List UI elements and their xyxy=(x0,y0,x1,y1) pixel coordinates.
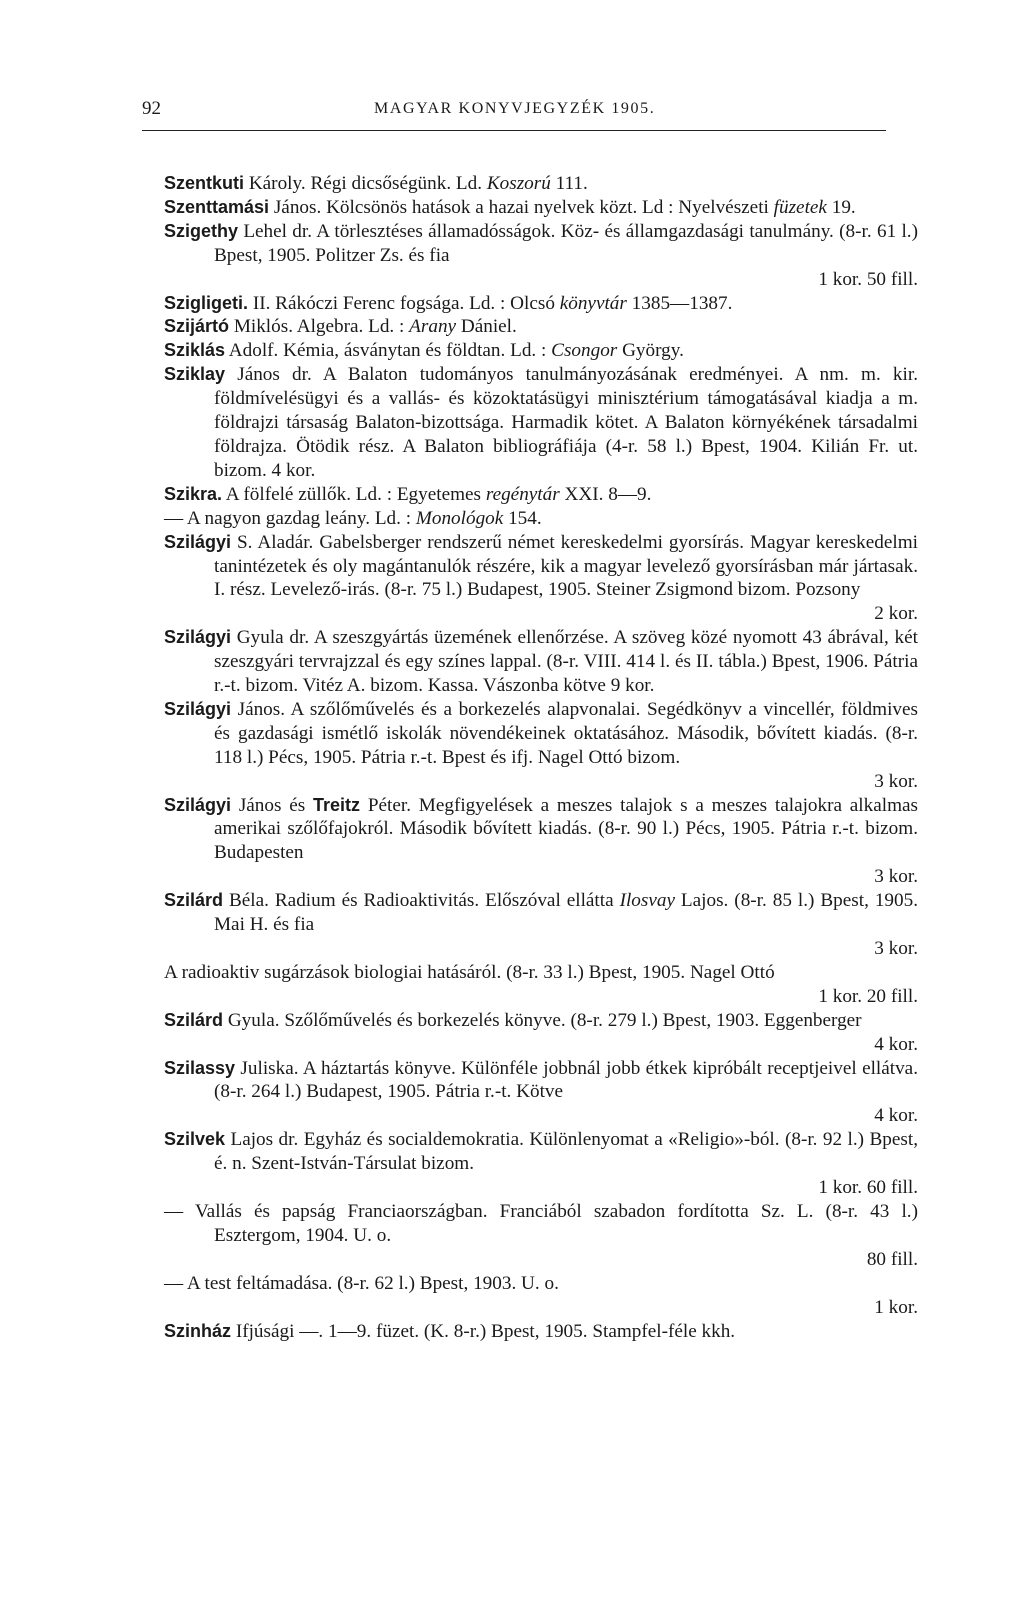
entry-text: Lehel dr. A törlesztéses államadósságok. Köz- és államgazdasági tanulmány. (8-r. 61 l.) Bpest, 1905. Politzer Zs. és fia xyxy=(214,220,918,266)
entry-series: regénytár xyxy=(485,483,560,505)
entry-text-tail: Dániel. xyxy=(456,316,517,338)
bibliography-entry xyxy=(164,1320,918,1344)
entry-text: Adolf. Kémia, ásványtan és földtan. Ld. : xyxy=(225,340,552,362)
entry-author: Szilágyi xyxy=(164,794,232,815)
entry-author: Szenttamási xyxy=(164,196,270,217)
bibliography-entries xyxy=(164,172,918,1343)
entry-price: 4 kor. xyxy=(874,1105,918,1127)
entry-series: Arany xyxy=(409,316,457,338)
bibliography-entry xyxy=(164,961,918,1009)
header-rule xyxy=(142,130,886,131)
entry-text: Béla. Radium és Radioaktivitás. Előszóval ellátta xyxy=(223,890,620,912)
entry-text: Lajos dr. Egyház és socialdemokratia. Különlenyomat a «Religio»-ból. (8-r. 92 l.) Bpest, é. n. Szent-István-Társulat bizom. xyxy=(214,1129,918,1175)
entry-author: Szilágyi xyxy=(164,627,232,648)
entry-price: 3 kor. xyxy=(874,938,918,959)
entry-author: Sziklay xyxy=(164,364,226,385)
entry-text: — A nagyon gazdag leány. Ld. : xyxy=(164,507,416,529)
entry-series: Koszorú xyxy=(486,173,551,194)
entry-text: Ifjúsági —. 1—9. füzet. (K. 8-r.) Bpest, 1905. Stampfel-féle kkh. xyxy=(231,1320,736,1342)
entry-series: Csongor xyxy=(551,340,618,362)
entry-text: A fölfelé züllők. Ld. : Egyetemes xyxy=(222,483,486,505)
bibliography-entry xyxy=(164,315,918,339)
bibliography-entry xyxy=(164,292,918,316)
bibliography-entry xyxy=(164,1009,918,1057)
bibliography-entry xyxy=(164,220,918,292)
entry-text: II. Rákóczi Ferenc fogsága. Ld. : Olcsó xyxy=(248,292,560,314)
entry-text: Miklós. Algebra. Ld. : xyxy=(229,316,410,338)
entry-author: Szigethy xyxy=(164,220,239,241)
entry-author: Szilágyi xyxy=(164,698,232,719)
bibliography-entry xyxy=(164,794,918,890)
entry-series: füzetek xyxy=(773,196,827,218)
entry-author: Szikra. xyxy=(164,483,223,504)
bibliography-entry xyxy=(164,698,918,794)
entry-coauthor: Treitz xyxy=(313,794,361,815)
entry-author: Sziklás xyxy=(164,340,226,361)
bibliography-entry xyxy=(164,889,918,961)
entry-text: János dr. A Balaton tudományos tanulmányozásának eredményei. A nm. m. kir. földmívelésügyi és a vallás- és közoktatásügyi minisztérium támogatásával kiadja a m. földrajzi társaság Balaton-bizottsága. Harmadik kötet. A Balaton környékének társadalmi földrajza. Ötödik rész. A Balaton bibliográfiája (4-r. 58 l.) Bpest, 1904. Kilián Fr. ut. bizom. 4 kor. xyxy=(214,364,918,481)
entry-price: 80 fill. xyxy=(866,1248,918,1270)
entry-text: János. Kölcsönös hatások a hazai nyelvek közt. Ld : Nyelvészeti xyxy=(269,196,774,218)
entry-author: Szilassy xyxy=(164,1057,236,1078)
bibliography-entry xyxy=(164,1128,918,1200)
entry-text-tail: 1385—1387. xyxy=(626,292,733,314)
entry-text: Gyula dr. A szeszgyártás üzemének ellenőrzése. A szöveg közé nyomott 43 ábrával, két szeszgyári tervrajzzal és egy színes lappal. (8-r. VIII. 414 l. és II. tábla.) Bpest, 1906. Pátria r.-t. bizom. Vitéz A. bizom. Kassa. Vászonba kötve 9 kor. xyxy=(214,627,918,697)
entry-text: — A test feltámadása. (8-r. 62 l.) Bpest, 1903. U. o. xyxy=(164,1272,559,1294)
entry-text-tail: 19. xyxy=(826,196,856,218)
bibliography-entry xyxy=(164,531,918,627)
bibliography-entry xyxy=(164,196,918,220)
entry-author: Szilárd xyxy=(164,890,224,911)
page-number: 92 xyxy=(142,98,161,119)
entry-series: könyvtár xyxy=(559,292,627,314)
entry-text: Gyula. Szőlőművelés és borkezelés könyve. (8-r. 279 l.) Bpest, 1903. Eggenberger xyxy=(223,1009,862,1031)
bibliography-entry xyxy=(164,172,918,196)
entry-price: 1 kor. 50 fill. xyxy=(818,268,918,290)
entry-price: 1 kor. 60 fill. xyxy=(818,1177,918,1199)
entry-text: — Vallás és papság Franciaországban. Franciából szabadon fordította Sz. L. (8-r. 43 l.) Esztergom, 1904. U. o. xyxy=(164,1200,918,1246)
bibliography-entry xyxy=(164,507,918,531)
entry-text-tail: György. xyxy=(617,340,684,362)
bibliography-entry xyxy=(164,1057,918,1129)
entry-price: 3 kor. xyxy=(874,866,918,888)
entry-text: János és xyxy=(231,794,314,816)
entry-price: 2 kor. xyxy=(874,603,918,625)
entry-author: Szijártó xyxy=(164,316,230,337)
entry-text: Juliska. A háztartás könyve. Különféle jobbnál jobb étkek kipróbált receptjeivel ellátva. (8-r. 264 l.) Budapest, 1905. Pátria r.-t. Kötve xyxy=(214,1057,918,1103)
bibliography-entry xyxy=(164,483,918,507)
entry-text: A radioaktiv sugárzások biologiai hatásáról. (8-r. 33 l.) Bpest, 1905. Nagel Ottó xyxy=(164,961,775,983)
bibliography-entry xyxy=(164,626,918,698)
entry-price: 1 kor. 20 fill. xyxy=(818,985,918,1007)
bibliography-entry xyxy=(164,339,918,363)
entry-author: Szilárd xyxy=(164,1009,224,1030)
entry-author: Szinház xyxy=(164,1320,232,1341)
bibliography-entry xyxy=(164,1200,918,1272)
entry-author: Szigligeti. xyxy=(164,292,249,313)
entry-price: 4 kor. xyxy=(874,1033,918,1055)
entry-text-tail: Lajos. (8-r. 85 l.) Bpest, 1905. Mai H. és fia xyxy=(214,890,918,936)
entry-text-tail: Péter. Megfigyelések a meszes talajok s a meszes talajokra alkalmas amerikai szőlőfajokról. Második bővített kiadás. (8-r. 90 l.) Pécs, 1905. Pátria r.-t. bizom. Budapesten xyxy=(214,794,918,864)
entry-price: 3 kor. xyxy=(874,770,918,792)
bibliography-entry xyxy=(164,1272,918,1320)
entry-series: Ilosvay xyxy=(619,890,675,912)
entry-series: Monológok xyxy=(415,507,504,529)
entry-author: Szentkuti xyxy=(164,173,245,193)
running-title: MAGYAR KONYVJEGYZÉK 1905. xyxy=(374,100,656,117)
entry-text: János. A szőlőművelés és a borkezelés alapvonalai. Segédkönyv a vincellér, földmives és gazdasági ismétlő iskolák növendékeinek oktatásához. Második, bővített kiadás. (8-r. 118 l.) Pécs, 1905. Pátria r.-t. Bpest és ifj. Nagel Ottó bizom. xyxy=(214,698,918,768)
entry-text-tail: 154. xyxy=(503,507,542,529)
entry-price: 1 kor. xyxy=(874,1296,918,1318)
entry-author: Szilvek xyxy=(164,1129,226,1150)
entry-text: S. Aladár. Gabelsberger rendszerű német kereskedelmi gyorsírás. Magyar kereskedelmi tanintézetek és oly magántanulók részére, kik a magyar levelező gyorsírásban már jártasak. I. rész. Levelező-irás. (8-r. 75 l.) Budapest, 1905. Steiner Zsigmond bizom. Pozsony xyxy=(214,531,918,601)
entry-text-tail: XXI. 8—9. xyxy=(559,483,652,505)
entry-author: Szilágyi xyxy=(164,531,232,552)
entry-text-tail: 111. xyxy=(550,173,588,194)
bibliography-entry xyxy=(164,363,918,483)
page-header xyxy=(142,98,882,130)
entry-text: Károly. Régi dicsőségünk. Ld. xyxy=(244,173,487,194)
